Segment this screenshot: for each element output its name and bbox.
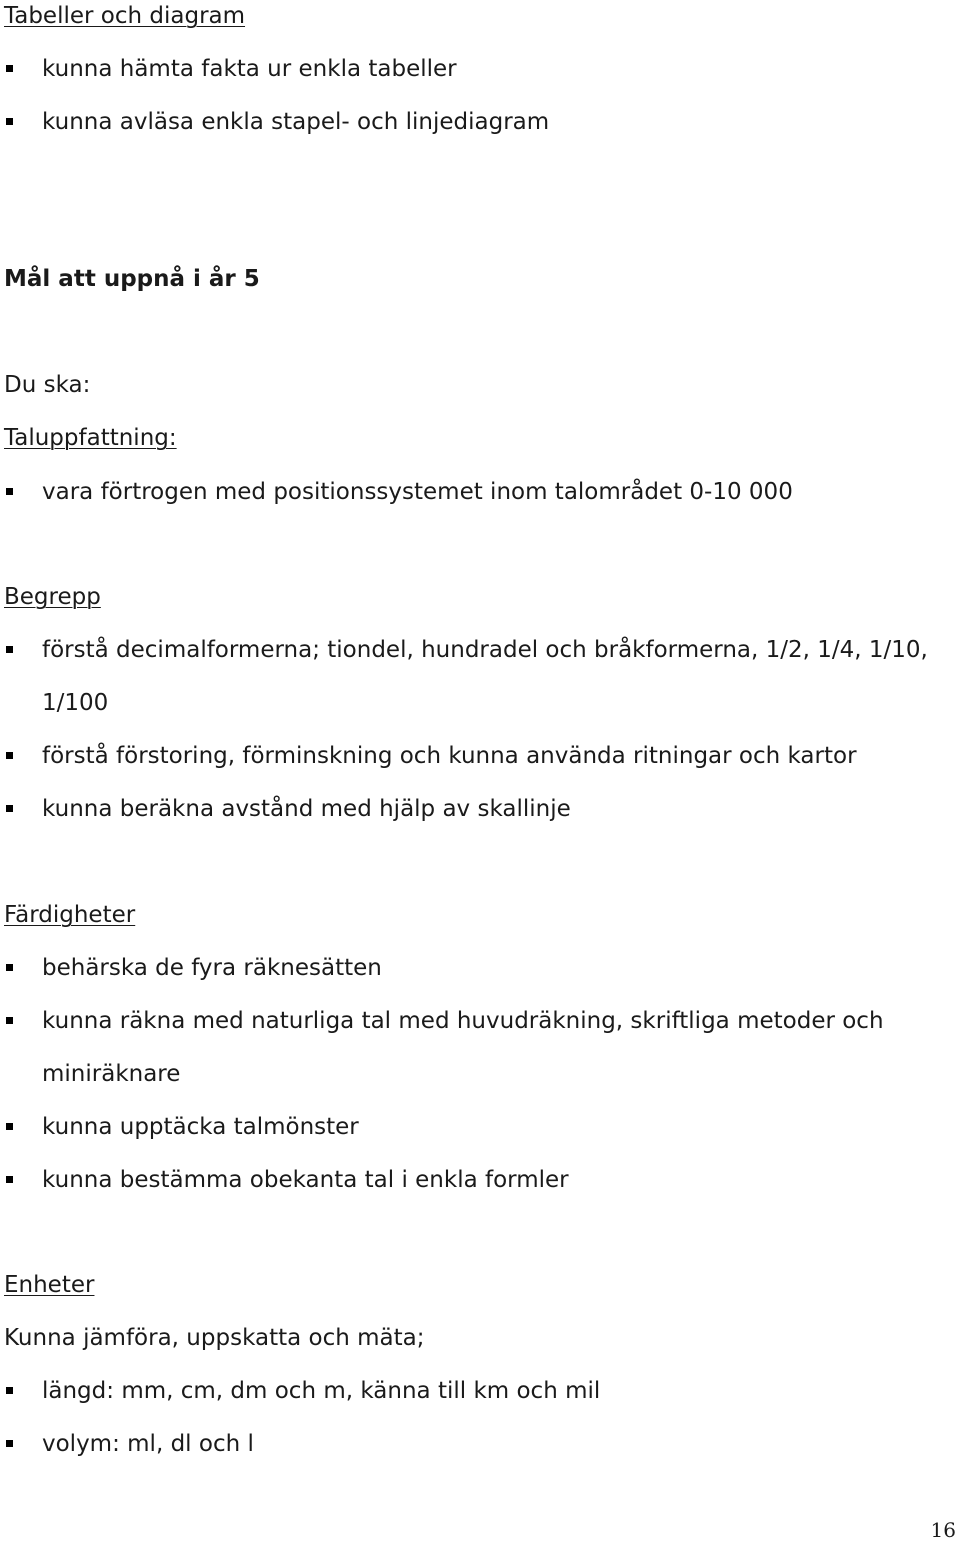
section-heading-tabeller: Tabeller och diagram: [4, 3, 246, 29]
list-item-text: förstå förstoring, förminskning och kunna använda ritningar och kartor: [42, 743, 857, 769]
list-item-text: kunna upptäcka talmönster: [42, 1114, 359, 1140]
square-bullet-icon: [6, 1123, 13, 1130]
page-number: 16: [930, 1518, 956, 1542]
list-item-continuation: miniräknare: [42, 1061, 181, 1087]
square-bullet-icon: [6, 1017, 13, 1024]
list-item-text: volym: ml, dl och l: [42, 1431, 254, 1457]
square-bullet-icon: [6, 805, 13, 812]
list-item-continuation: 1/100: [42, 690, 109, 716]
section-heading-begrepp: Begrepp: [4, 584, 101, 610]
square-bullet-icon: [6, 646, 13, 653]
intro-text: Kunna jämföra, uppskatta och mäta;: [4, 1325, 425, 1351]
list-item-text: kunna beräkna avstånd med hjälp av skallinje: [42, 796, 571, 822]
section-heading-enheter: Enheter: [4, 1272, 95, 1298]
list-item-text: förstå decimalformerna; tiondel, hundradel och bråkformerna, 1/2, 1/4, 1/10,: [42, 637, 928, 663]
square-bullet-icon: [6, 488, 13, 495]
square-bullet-icon: [6, 1440, 13, 1447]
goal-heading: Mål att uppnå i år 5: [4, 266, 260, 292]
list-item-text: behärska de fyra räknesätten: [42, 955, 382, 981]
list-item-text: vara förtrogen med positionssystemet inom talområdet 0-10 000: [42, 479, 793, 505]
square-bullet-icon: [6, 1176, 13, 1183]
list-item-text: längd: mm, cm, dm och m, känna till km och mil: [42, 1378, 601, 1404]
section-heading-taluppfattning: Taluppfattning:: [4, 425, 177, 451]
square-bullet-icon: [6, 964, 13, 971]
square-bullet-icon: [6, 118, 13, 125]
list-item-text: kunna avläsa enkla stapel- och linjediagram: [42, 109, 550, 135]
square-bullet-icon: [6, 1387, 13, 1394]
list-item-text: kunna bestämma obekanta tal i enkla formler: [42, 1167, 569, 1193]
square-bullet-icon: [6, 65, 13, 72]
list-item-text: kunna räkna med naturliga tal med huvudräkning, skriftliga metoder och: [42, 1008, 884, 1034]
list-item-text: kunna hämta fakta ur enkla tabeller: [42, 56, 457, 82]
square-bullet-icon: [6, 752, 13, 759]
section-heading-fardigheter: Färdigheter: [4, 902, 136, 928]
intro-text: Du ska:: [4, 372, 91, 398]
